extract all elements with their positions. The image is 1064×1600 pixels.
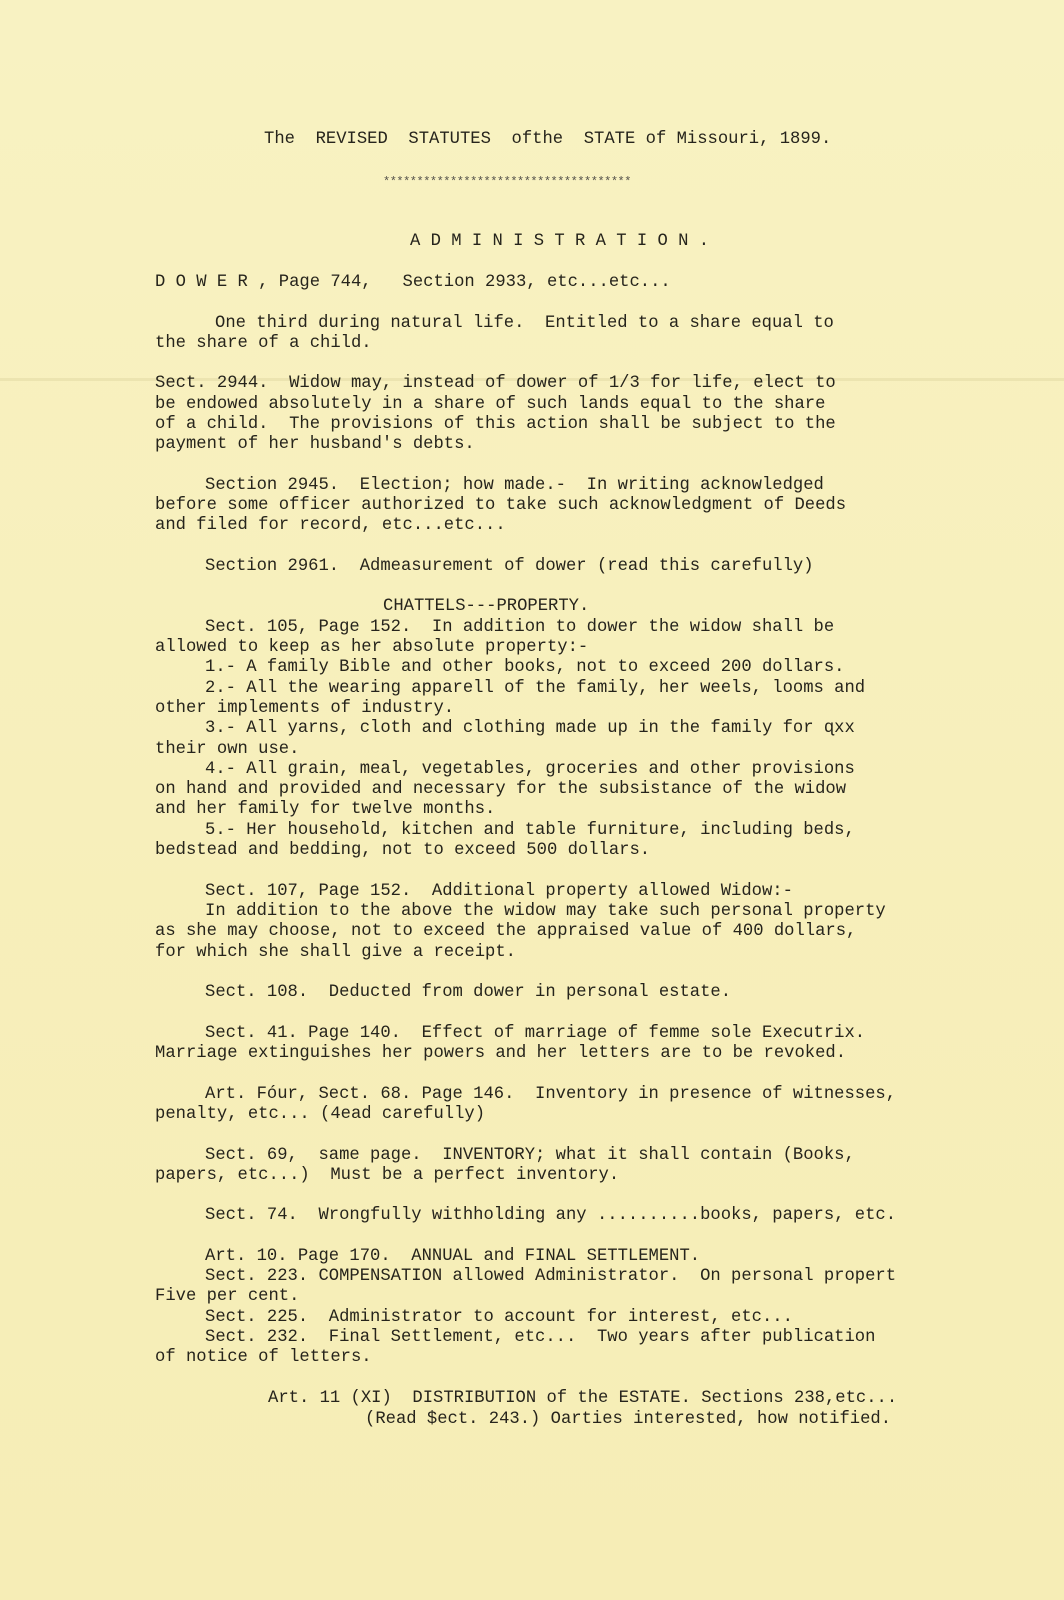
text-line: One third during natural life. Entitled to a share equal to bbox=[215, 314, 834, 333]
text-line: Art. 10. Page 170. ANNUAL and FINAL SETTLEMENT. bbox=[205, 1247, 701, 1266]
text-line: penalty, etc... (4ead carefully) bbox=[155, 1105, 486, 1124]
text-line: D O W E R , Page 744, Section 2933, etc...etc... bbox=[155, 273, 671, 292]
text-line: and her family for twelve months. bbox=[155, 800, 496, 819]
document-title: The REVISED STATUTES ofthe STATE of Missouri, 1899. bbox=[264, 130, 832, 149]
text-line: before some officer authorized to take such acknowledgment of Deeds bbox=[155, 496, 847, 515]
text-line: Sect. 105, Page 152. In addition to dower the widow shall be bbox=[205, 618, 835, 637]
text-line: Sect. 108. Deducted from dower in personal estate. bbox=[205, 983, 732, 1002]
text-line: 1.- A family Bible and other books, not to exceed 200 dollars. bbox=[205, 658, 845, 677]
text-line: Art. Fóur, Sect. 68. Page 146. Inventory in presence of witnesses, bbox=[205, 1085, 897, 1104]
text-line: their own use. bbox=[155, 740, 300, 759]
text-line: for which she shall give a receipt. bbox=[155, 943, 516, 962]
text-line: on hand and provided and necessary for the subsistance of the widow bbox=[155, 780, 847, 799]
text-line: payment of her husband's debts. bbox=[155, 435, 475, 454]
title-divider: ************************************* bbox=[383, 175, 631, 189]
text-line: Section 2945. Election; how made.- In writing acknowledged bbox=[205, 476, 824, 495]
text-line: Sect. 223. COMPENSATION allowed Administrator. On personal propert bbox=[205, 1267, 897, 1286]
section-heading: A D M I N I S T R A T I O N . bbox=[410, 232, 710, 251]
text-line: be endowed absolutely in a share of such lands equal to the share bbox=[155, 395, 826, 414]
text-line: Sect. 41. Page 140. Effect of marriage of femme sole Executrix. bbox=[205, 1024, 866, 1043]
text-line: papers, etc...) Must be a perfect inventory. bbox=[155, 1166, 620, 1185]
text-line: Sect. 69, same page. INVENTORY; what it shall contain (Books, bbox=[205, 1146, 855, 1165]
text-line: 3.- All yarns, cloth and clothing made up in the family for ɋxx bbox=[205, 719, 855, 738]
subheading-chattels: CHATTELS---PROPERTY. bbox=[383, 597, 590, 616]
text-line: Section 2961. Admeasurement of dower (read this carefully) bbox=[205, 557, 814, 576]
text-line: other implements of industry. bbox=[155, 699, 455, 718]
text-line: the share of a child. bbox=[155, 334, 372, 353]
text-line: Five per cent. bbox=[155, 1287, 300, 1306]
text-line: Sect. 2944. Widow may, instead of dower of 1/3 for life, elect to bbox=[155, 374, 836, 393]
text-line: Sect. 225. Administrator to account for interest, etc... bbox=[205, 1308, 793, 1327]
text-line: In addition to the above the widow may take such personal property bbox=[205, 902, 886, 921]
text-line: Marriage extinguishes her powers and her letters are to be revoked. bbox=[155, 1044, 847, 1063]
text-line: Sect. 232. Final Settlement, etc... Two years after publication bbox=[205, 1328, 876, 1347]
text-line: 4.- All grain, meal, vegetables, groceries and other provisions bbox=[205, 760, 855, 779]
text-line: of a child. The provisions of this action shall be subject to the bbox=[155, 415, 836, 434]
text-line: Sect. 74. Wrongfully withholding any ..........books, papers, etc. bbox=[205, 1206, 897, 1225]
text-line: bedstead and bedding, not to exceed 500 dollars. bbox=[155, 841, 651, 860]
text-line: of notice of letters. bbox=[155, 1348, 372, 1367]
text-line: 2.- All the wearing apparell of the family, her weels, looms and bbox=[205, 679, 866, 698]
text-line: (Read $ect. 243.) Oarties interested, how notified. bbox=[365, 1410, 892, 1429]
text-line: as she may choose, not to exceed the appraised value of 400 dollars, bbox=[155, 922, 857, 941]
text-line: 5.- Her household, kitchen and table furniture, including beds, bbox=[205, 821, 855, 840]
text-line: allowed to keep as her absolute property:- bbox=[155, 638, 589, 657]
text-line: Art. 11 (XI) DISTRIBUTION of the ESTATE. Sections 238,etc... bbox=[268, 1389, 898, 1408]
text-line: Sect. 107, Page 152. Additional property allowed Widow:- bbox=[205, 882, 793, 901]
text-line: and filed for record, etc...etc... bbox=[155, 516, 506, 535]
